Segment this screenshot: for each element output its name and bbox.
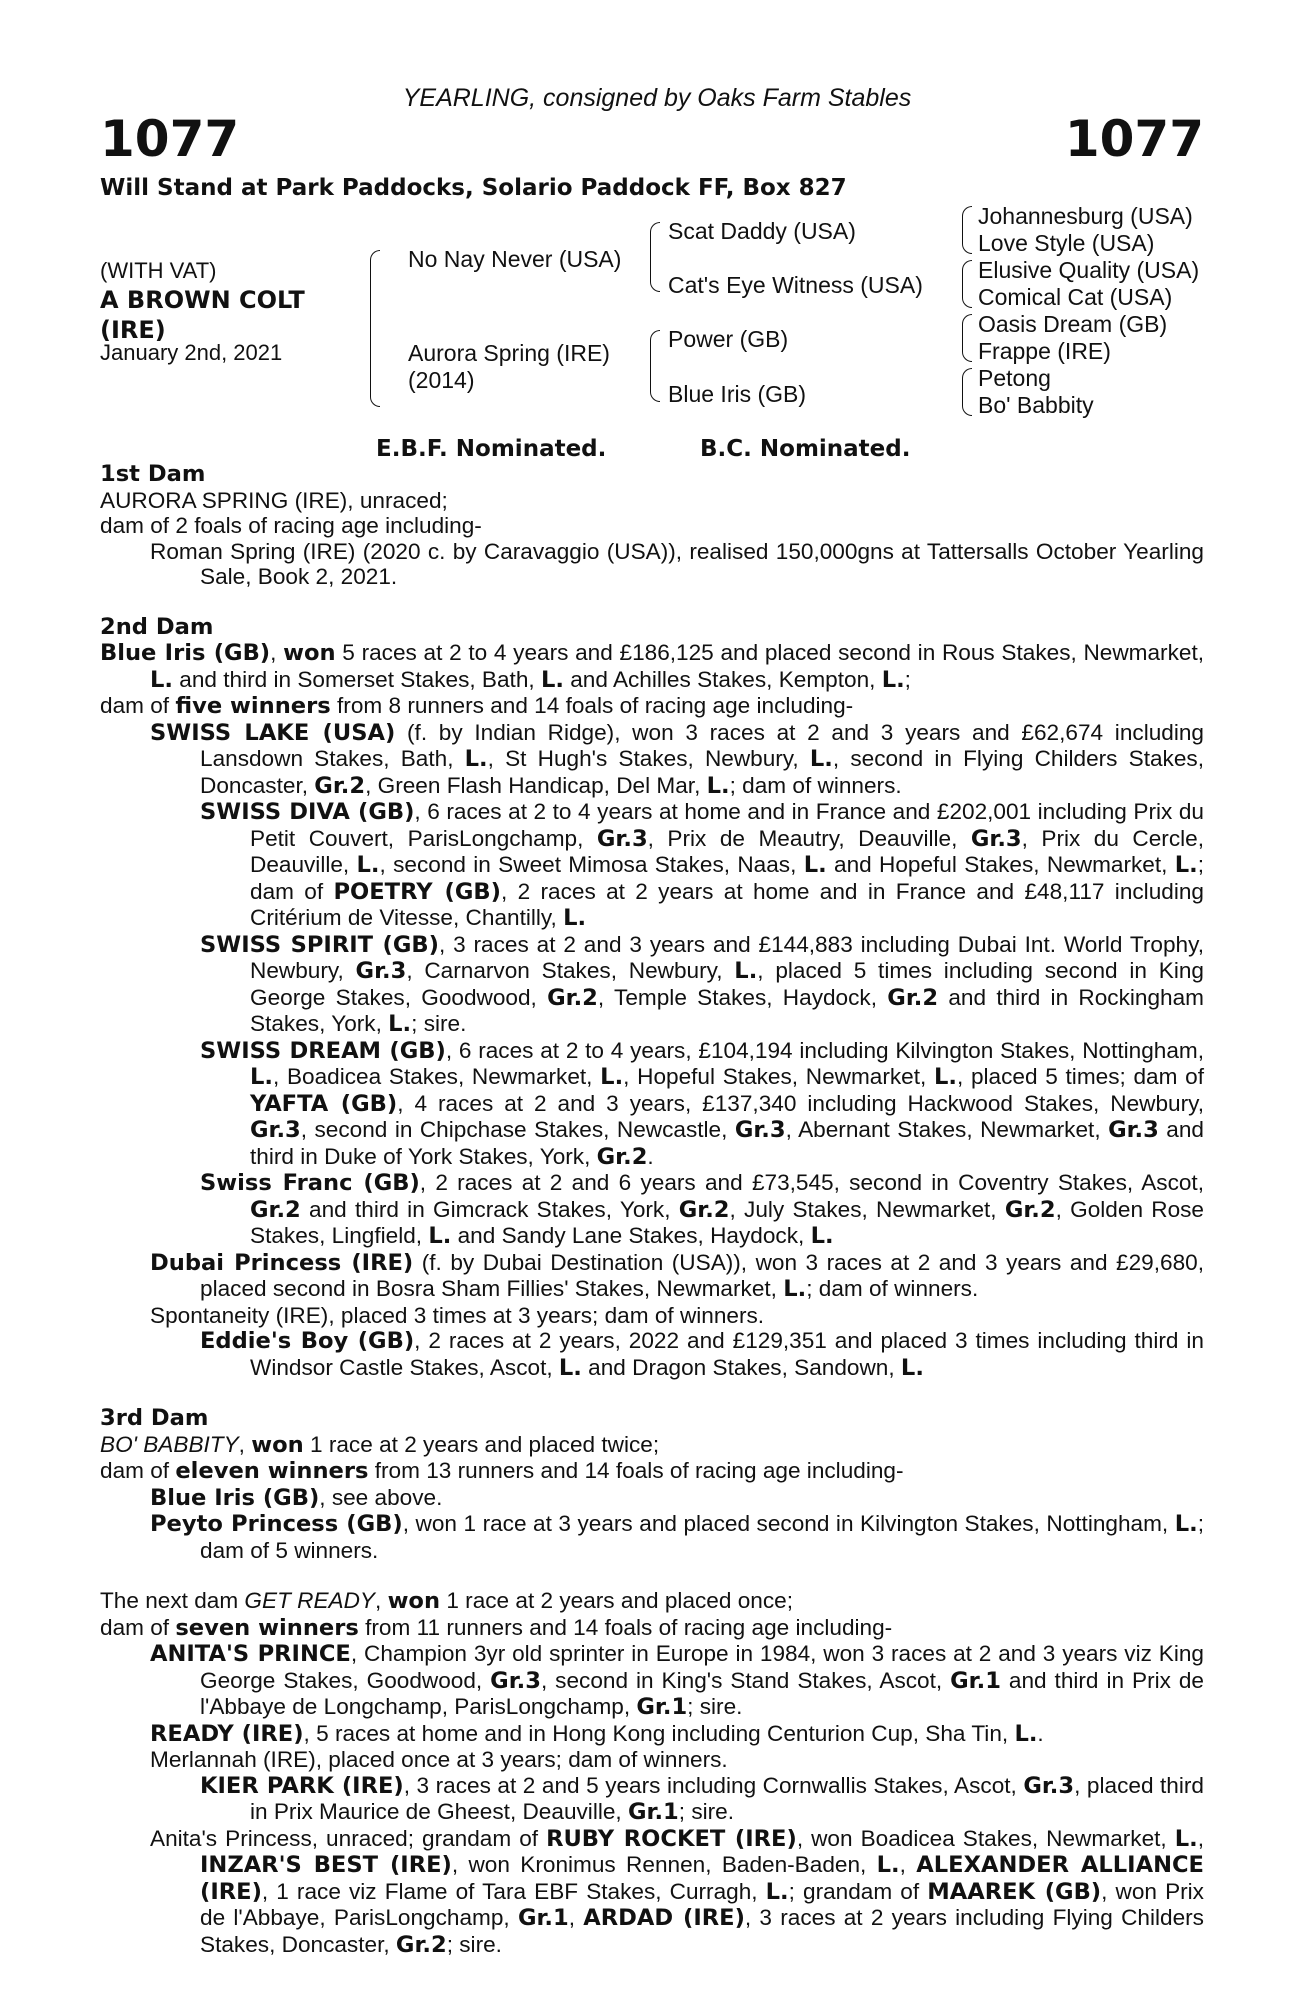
first-dam-foals: dam of 2 foals of racing age including- xyxy=(100,513,482,538)
pedigree-dd-sire: Petong xyxy=(978,365,1051,391)
produce-eddies-boy: Eddie's Boy (GB), 2 races at 2 years, 2022 and £129,351 and placed 3 times including third in Windsor Castle Stakes, Ascot, L. and Dragon Stakes, Sandown, L. xyxy=(200,1328,1204,1381)
pedigree-sire-dam: Cat's Eye Witness (USA) xyxy=(668,272,923,298)
pedigree-sire-sire: Scat Daddy (USA) xyxy=(668,218,856,244)
pedigree-ss-sire: Johannesburg (USA) xyxy=(978,203,1193,229)
pedigree-ds-dam: Frappe (IRE) xyxy=(978,338,1111,364)
pedigree-bracket-sd xyxy=(962,260,972,308)
horse-description-line2: (IRE) xyxy=(100,316,166,344)
produce-blue-iris: Blue Iris (GB), see above. xyxy=(150,1484,443,1511)
third-dam-heading: 3rd Dam xyxy=(100,1405,209,1431)
pedigree-sd-dam: Comical Cat (USA) xyxy=(978,284,1173,310)
catalogue-text xyxy=(100,462,1204,1958)
next-dam-record: The next dam GET READY, won 1 race at 2 years and placed once; xyxy=(100,1588,793,1614)
produce-swiss-lake: SWISS LAKE (USA) (f. by Indian Ridge), won 3 races at 2 and 3 years and £62,674 including Lansdown Stakes, Bath, L., St Hugh's Stakes, Newbury, L., second in Flying Childers Stakes, Doncaster, Gr.2, Green Flash Handicap, Del Mar, L.; dam of winners. xyxy=(150,719,1204,799)
second-dam-heading: 2nd Dam xyxy=(100,613,214,640)
lot-number-left: 1077 xyxy=(100,110,240,168)
pedigree-sd-sire: Elusive Quality (USA) xyxy=(978,257,1200,283)
pedigree-dam-name: Aurora Spring (IRE) xyxy=(408,340,610,366)
third-dam-produce-summary: dam of eleven winners from 13 runners and 14 foals of racing age including- xyxy=(100,1458,904,1484)
produce-peyto-princess: Peyto Princess (GB), won 1 race at 3 years and placed second in Kilvington Stakes, Nottingham, L.; dam of 5 winners. xyxy=(150,1511,1204,1563)
pedigree-bracket-dam xyxy=(650,330,660,402)
pedigree-dd-dam: Bo' Babbity xyxy=(978,392,1094,418)
second-dam-record: Blue Iris (GB), won 5 races at 2 to 4 years and £186,125 and placed second in Rous Stakes, Newmarket, L. and third in Somerset Stakes, Bath, L. and Achilles Stakes, Kempton, L.; xyxy=(100,640,1204,693)
pedigree-bracket-ds xyxy=(962,314,972,362)
ebf-nominated: E.B.F. Nominated. xyxy=(376,436,607,462)
pedigree-sire: No Nay Never (USA) xyxy=(408,246,622,272)
pedigree-bracket-sire xyxy=(650,222,660,292)
spacer xyxy=(100,590,1204,615)
produce-swiss-franc: Swiss Franc (GB), 2 races at 2 and 6 years and £73,545, second in Coventry Stakes, Ascot, Gr.2 and third in Gimcrack Stakes, York, Gr.2, July Stakes, Newmarket, Gr.2, Golden Rose Stakes, Lingfield, L. and Sandy Lane Stakes, Haydock, L. xyxy=(200,1170,1204,1249)
produce-dubai-princess: Dubai Princess (IRE) (f. by Dubai Destination (USA)), won 3 races at 2 and 3 years and £29,680, placed second in Bosra Sham Fillies' Stakes, Newmarket, L.; dam of winners. xyxy=(150,1249,1204,1302)
produce-spontaneity: Spontaneity (IRE), placed 3 times at 3 years; dam of winners. xyxy=(150,1302,765,1328)
produce-ready: READY (IRE), 5 races at home and in Hong Kong including Centurion Cup, Sha Tin, L.. xyxy=(150,1720,1044,1747)
bc-nominated: B.C. Nominated. xyxy=(700,436,911,462)
first-dam-produce: Roman Spring (IRE) (2020 c. by Caravaggio (USA)), realised 150,000gns at Tattersalls October Yearling Sale, Book 2, 2021. xyxy=(150,538,1204,589)
pedigree-bracket-ss xyxy=(962,206,972,254)
stand-location: Will Stand at Park Paddocks, Solario Paddock FF, Box 827 xyxy=(100,175,847,201)
vat-note: (WITH VAT) xyxy=(100,258,217,283)
produce-swiss-spirit: SWISS SPIRIT (GB), 3 races at 2 and 3 years and £144,883 including Dubai Int. World Trophy, Newbury, Gr.3, Carnarvon Stakes, Newbury, L., placed 5 times including second in King George Stakes, Goodwood, Gr.2, Temple Stakes, Haydock, Gr.2 and third in Rockingham Stakes, York, L.; sire. xyxy=(200,931,1205,1037)
pedigree-bracket-main xyxy=(370,250,380,407)
pedigree-dam-sire: Power (GB) xyxy=(668,326,789,352)
horse-description xyxy=(100,285,305,345)
pedigree-ss-dam: Love Style (USA) xyxy=(978,230,1155,256)
pedigree-ds-sire: Oasis Dream (GB) xyxy=(978,311,1168,337)
first-dam-line: AURORA SPRING (IRE), unraced; xyxy=(100,487,448,513)
produce-merlannah: Merlannah (IRE), placed once at 3 years; dam of winners. xyxy=(150,1747,728,1772)
produce-kier-park: KIER PARK (IRE), 3 races at 2 and 5 years including Cornwallis Stakes, Ascot, Gr.3, placed third in Prix Maurice de Gheest, Deauville, Gr.1; sire. xyxy=(200,1772,1204,1825)
third-dam-record: BO' BABBITY, won 1 race at 2 years and placed twice; xyxy=(100,1431,660,1458)
produce-anitas-prince: ANITA'S PRINCE, Champion 3yr old sprinter in Europe in 1984, won 3 races at 2 and 3 years viz King George Stakes, Goodwood, Gr.3, second in King's Stand Stakes, Ascot, Gr.1 and third in Prix de l'Abbaye de Longchamp, ParisLongchamp, Gr.1; sire. xyxy=(150,1641,1204,1720)
spacer xyxy=(100,1381,1204,1406)
spacer xyxy=(100,1563,1204,1588)
second-dam-produce-summary: dam of five winners from 8 runners and 14 foals of racing age including- xyxy=(100,693,854,719)
pedigree-dam-dam: Blue Iris (GB) xyxy=(668,381,807,407)
next-dam-produce-summary: dam of seven winners from 11 runners and 14 foals of racing age including- xyxy=(100,1614,893,1641)
produce-swiss-dream: SWISS DREAM (GB), 6 races at 2 to 4 years, £104,194 including Kilvington Stakes, Nottingham, L., Boadicea Stakes, Newmarket, L., Hopeful Stakes, Newmarket, L., placed 5 times; dam of YAFTA (GB), 4 races at 2 and 3 years, £137,340 including Hackwood Stakes, Newbury, Gr.3, second in Chipchase Stakes, Newcastle, Gr.3, Abernant Stakes, Newmarket, Gr.3 and third in Duke of York Stakes, York, Gr.2. xyxy=(200,1037,1205,1170)
consignor-line: YEARLING, consigned by Oaks Farm Stables xyxy=(402,84,912,112)
lot-number-right: 1077 xyxy=(1064,110,1204,168)
pedigree-bracket-dd xyxy=(962,368,972,416)
pedigree-dam-year: (2014) xyxy=(408,367,475,393)
foaling-date: January 2nd, 2021 xyxy=(100,340,283,365)
first-dam-heading: 1st Dam xyxy=(100,461,206,487)
produce-swiss-diva: SWISS DIVA (GB), 6 races at 2 to 4 years at home and in France and £202,001 including Prix du Petit Couvert, ParisLongchamp, Gr.3, Prix de Meautry, Deauville, Gr.3, Prix du Cercle, Deauville, L., second in Sweet Mimosa Stakes, Naas, L. and Hopeful Stakes, Newmarket, L.; dam of POETRY (GB), 2 races at 2 years at home and in France and £48,117 including Critérium de Vitesse, Chantilly, L. xyxy=(200,799,1204,931)
produce-anitas-princess: Anita's Princess, unraced; grandam of RUBY ROCKET (IRE), won Boadicea Stakes, Newmarket, L., INZAR'S BEST (IRE), won Kronimus Rennen, Baden-Baden, L., ALEXANDER ALLIANCE (IRE), 1 race viz Flame of Tara EBF Stakes, Curragh, L.; grandam of MAAREK (GB), won Prix de l'Abbaye, ParisLongchamp, Gr.1, ARDAD (IRE), 3 races at 2 years including Flying Childers Stakes, Doncaster, Gr.2; sire. xyxy=(150,1825,1204,1958)
horse-description-line1: A BROWN COLT xyxy=(100,286,305,314)
